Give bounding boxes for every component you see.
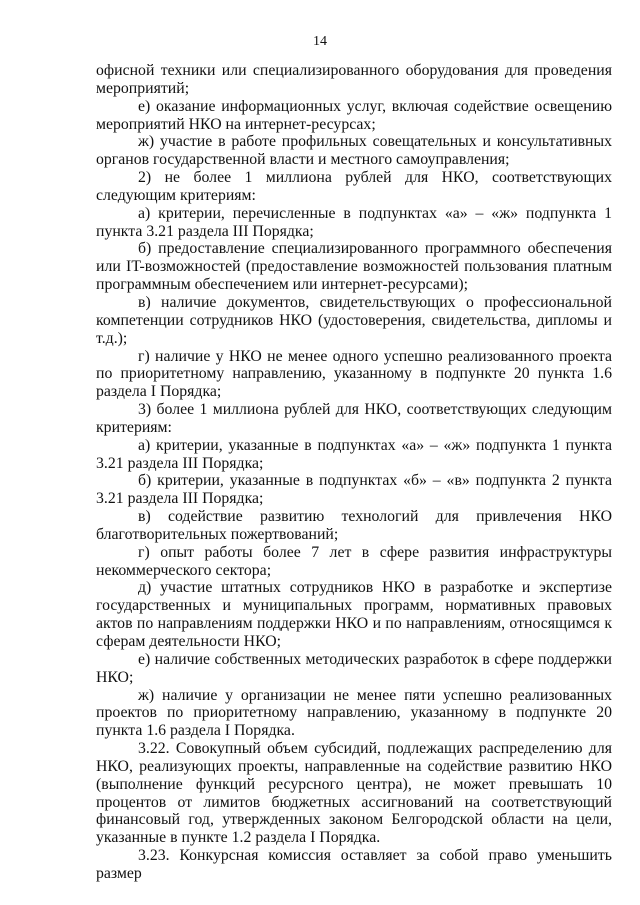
paragraph: г) опыт работы более 7 лет в сфере развития инфраструктуры некоммерческого сектора; [96,543,612,579]
page-number: 14 [313,34,327,49]
paragraph: б) предоставление специализированного программного обеспечения или IT-возможностей (предоставление возможностей пользования платным программным обеспечением или интернет-ресурсами); [96,240,612,294]
paragraph: е) наличие собственных методических разработок в сфере поддержки НКО; [96,650,612,686]
paragraph: а) критерии, указанные в подпунктах «а» – «ж» подпункта 1 пункта 3.21 раздела III Порядка; [96,436,612,472]
paragraph: 3) более 1 миллиона рублей для НКО, соответствующих следующим критериям: [96,401,612,436]
paragraph: д) участие штатных сотрудников НКО в разработке и экспертизе государственных и муниципальных программ, нормативных правовых актов по направлениям поддержки НКО и по направлениям, относящимся к сферам деятельности НКО; [96,579,612,650]
paragraph: офисной техники или специализированного оборудования для проведения мероприятий; [96,62,612,97]
paragraph: в) содействие развитию технологий для привлечения НКО благотворительных пожертвований; [96,508,612,543]
paragraph: 3.23. Конкурсная комиссия оставляет за собой право уменьшить размер [96,847,612,882]
paragraph: г) наличие у НКО не менее одного успешно реализованного проекта по приоритетному направлению, указанному в подпункте 20 пункта 1.6 раздела I Порядка; [96,347,612,401]
paragraph: ж) наличие у организации не менее пяти успешно реализованных проектов по приоритетному направлению, указанному в подпункте 20 пункта 1.6 раздела I Порядка. [96,686,612,740]
paragraph: ж) участие в работе профильных совещательных и консультативных органов государственной власти и местного самоуправления; [96,133,612,169]
paragraph: б) критерии, указанные в подпунктах «б» – «в» подпункта 2 пункта 3.21 раздела III Порядка; [96,472,612,508]
paragraph: в) наличие документов, свидетельствующих о профессиональной компетенции сотрудников НКО (удостоверения, свидетельства, дипломы и т.д.); [96,293,612,347]
paragraph: 2) не более 1 миллиона рублей для НКО, соответствующих следующим критериям: [96,169,612,204]
paragraph: е) оказание информационных услуг, включая содействие освещению мероприятий НКО на интернет-ресурсах; [96,97,612,133]
paragraph: а) критерии, перечисленные в подпунктах «а» – «ж» подпункта 1 пункта 3.21 раздела III Порядка; [96,204,612,240]
document-body [96,62,612,883]
paragraph: 3.22. Совокупный объем субсидий, подлежащих распределению для НКО, реализующих проекты, направленные на содействие развитию НКО (выполнение функций ресурсного центра), не может превышать 10 процентов от лимитов бюджетных ассигнований на соответствующий финансовый год, утвержденных законом Белгородской области на цели, указанные в пункте 1.2 раздела I Порядка. [96,740,612,847]
